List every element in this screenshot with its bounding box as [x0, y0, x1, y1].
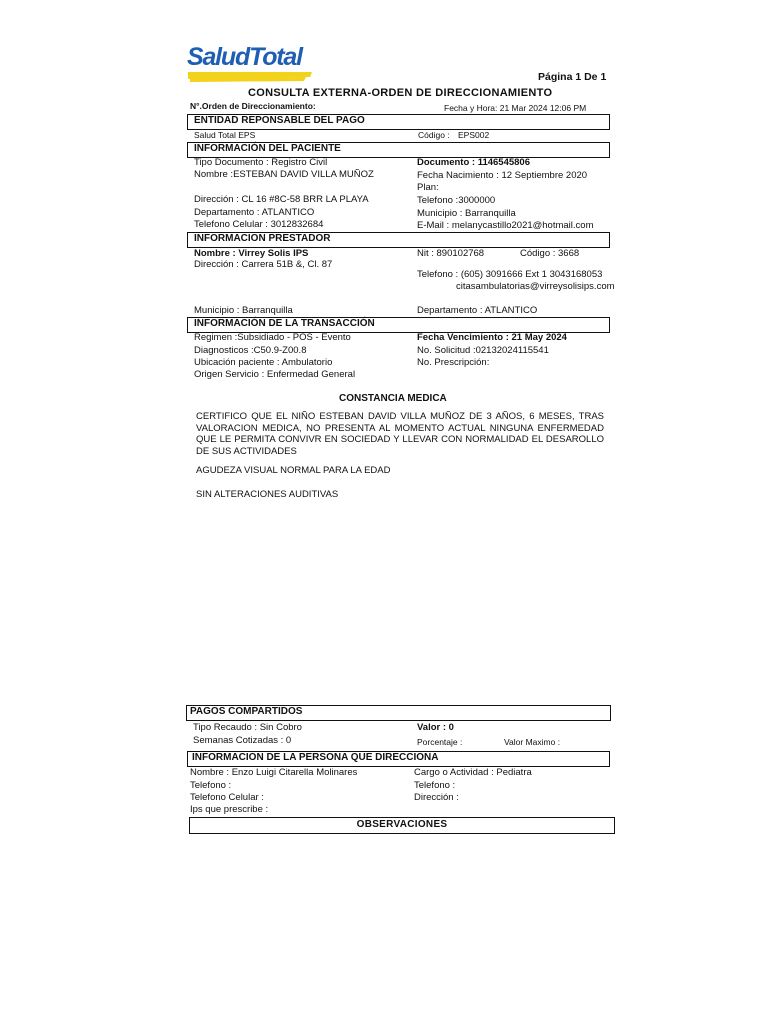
- direcciona-section-header: [187, 751, 610, 767]
- paciente-nombre: Nombre :ESTEBAN DAVID VILLA MUÑOZ: [194, 169, 374, 180]
- pagos-tipo-recaudo: Tipo Recaudo : Sin Cobro: [193, 722, 302, 733]
- paciente-celular: Telefono Celular : 3012832684: [194, 219, 324, 230]
- direcciona-direccion: Dirección :: [414, 792, 459, 803]
- direcciona-celular: Telefono Celular :: [190, 792, 264, 803]
- entidad-codigo-value: EPS002: [458, 130, 490, 140]
- fecha-hora: Fecha y Hora: 21 Mar 2024 12:06 PM: [444, 103, 587, 113]
- constancia-heading: CONSTANCIA MEDICA: [339, 393, 447, 404]
- prestador-telefono: Telefono : (605) 3091666 Ext 1 3043168053: [417, 269, 603, 280]
- salud-total-logo: [186, 42, 316, 84]
- paciente-heading: INFORMACIÓN DEL PACIENTE: [194, 143, 341, 154]
- paciente-email: E-Mail : melanycastillo2021@hotmail.com: [417, 220, 594, 231]
- direcciona-heading: INFORMACION DE LA PERSONA QUE DIRECCIONA: [192, 752, 439, 763]
- transaccion-prescripcion: No. Prescripción:: [417, 357, 490, 368]
- transaccion-ubicacion: Ubicación paciente : Ambulatorio: [194, 357, 333, 368]
- prestador-codigo: Código : 3668: [520, 248, 580, 259]
- transaccion-heading: INFORMACIÓN DE LA TRANSACCIÓN: [194, 318, 375, 329]
- transaccion-solicitud: No. Solicitud :02132024115541: [417, 345, 549, 356]
- paciente-municipio: Municipio : Barranquilla: [417, 208, 516, 219]
- transaccion-section-header: [187, 317, 610, 333]
- entidad-codigo-label: Código :: [418, 130, 450, 140]
- paciente-tipo-documento: Tipo Documento : Registro Civil: [194, 157, 328, 168]
- direcciona-telefono-right: Telefono :: [414, 780, 456, 791]
- transaccion-origen: Origen Servicio : Enfermedad General: [194, 369, 356, 380]
- direcciona-ips-prescribe: Ips que prescribe :: [190, 804, 269, 815]
- observaciones-heading: OBSERVACIONES: [356, 819, 448, 830]
- entidad-heading: ENTIDAD REPONSABLE DEL PAGO: [194, 115, 365, 126]
- logo-text: SaludTotal: [187, 43, 302, 71]
- pagos-heading: PAGOS COMPARTIDOS: [190, 706, 303, 717]
- pagos-valor-maximo: Valor Maximo :: [504, 737, 561, 747]
- observaciones-section-header: [189, 817, 615, 834]
- constancia-alteraciones-auditivas: SIN ALTERACIONES AUDITIVAS: [196, 489, 339, 500]
- orden-label: N°.Orden de Direccionamiento:: [190, 101, 316, 111]
- constancia-agudeza-visual: AGUDEZA VISUAL NORMAL PARA LA EDAD: [196, 465, 391, 476]
- paciente-telefono: Telefono :3000000: [417, 195, 496, 206]
- direcciona-telefono-left: Telefono :: [190, 780, 232, 791]
- transaccion-fecha-vencimiento: Fecha Vencimiento : 21 May 2024: [417, 332, 567, 343]
- prestador-nombre: Nombre : Virrey Solis IPS: [194, 248, 309, 259]
- paciente-section-header: [187, 142, 610, 158]
- entidad-name: Salud Total EPS: [194, 130, 256, 140]
- paciente-direccion: Dirección : CL 16 #8C-58 BRR LA PLAYA: [194, 194, 369, 205]
- prestador-email: citasambulatorias@virreysolisips.com: [456, 281, 615, 292]
- pagos-porcentaje: Porcentaje :: [417, 737, 463, 747]
- transaccion-diagnosticos: Diagnosticos :C50.9-Z00.8: [194, 345, 307, 356]
- page-number: Página 1 De 1: [538, 71, 607, 83]
- prestador-section-header: [187, 232, 610, 248]
- pagos-semanas-cotizadas: Semanas Cotizadas : 0: [193, 735, 292, 746]
- prestador-municipio: Municipio : Barranquilla: [194, 305, 293, 316]
- paciente-documento: Documento : 1146545806: [417, 157, 531, 168]
- transaccion-regimen: Regimen :Subsidiado - POS - Evento: [194, 332, 351, 343]
- document-title: CONSULTA EXTERNA-ORDEN DE DIRECCIONAMIENTO: [248, 87, 553, 99]
- constancia-paragraph-certifico: CERTIFICO QUE EL NIÑO ESTEBAN DAVID VILLA MUÑOZ DE 3 AÑOS, 6 MESES, TRAS VALORACION MEDICA, NO PRESENTA AL MOMENTO ACTUAL NINGUNA ENFERMEDAD QUE LE PERMITA CONVIVR EN SOCIEDAD Y LLEVAR CON NORMALIDAD EL DESAROLLO DE SUS ACTIVIDADES: [196, 411, 604, 457]
- prestador-heading: INFORMACION PRESTADOR: [194, 233, 331, 244]
- prestador-departamento: Departamento : ATLANTICO: [417, 305, 538, 316]
- pagos-section-header: [186, 705, 611, 721]
- pagos-valor: Valor : 0: [417, 722, 454, 733]
- direcciona-cargo: Cargo o Actividad : Pediatra: [414, 767, 532, 778]
- paciente-plan: Plan:: [417, 182, 439, 193]
- prestador-nit: Nit : 890102768: [417, 248, 485, 259]
- paciente-fecha-nacimiento: Fecha Nacimiento : 12 Septiembre 2020: [417, 170, 588, 181]
- direcciona-nombre: Nombre : Enzo Luigi Citarella Molinares: [190, 767, 358, 778]
- prestador-direccion: Dirección : Carrera 51B &, Cl. 87: [194, 259, 333, 270]
- entidad-section-header: [187, 114, 610, 130]
- paciente-departamento: Departamento : ATLANTICO: [194, 207, 315, 218]
